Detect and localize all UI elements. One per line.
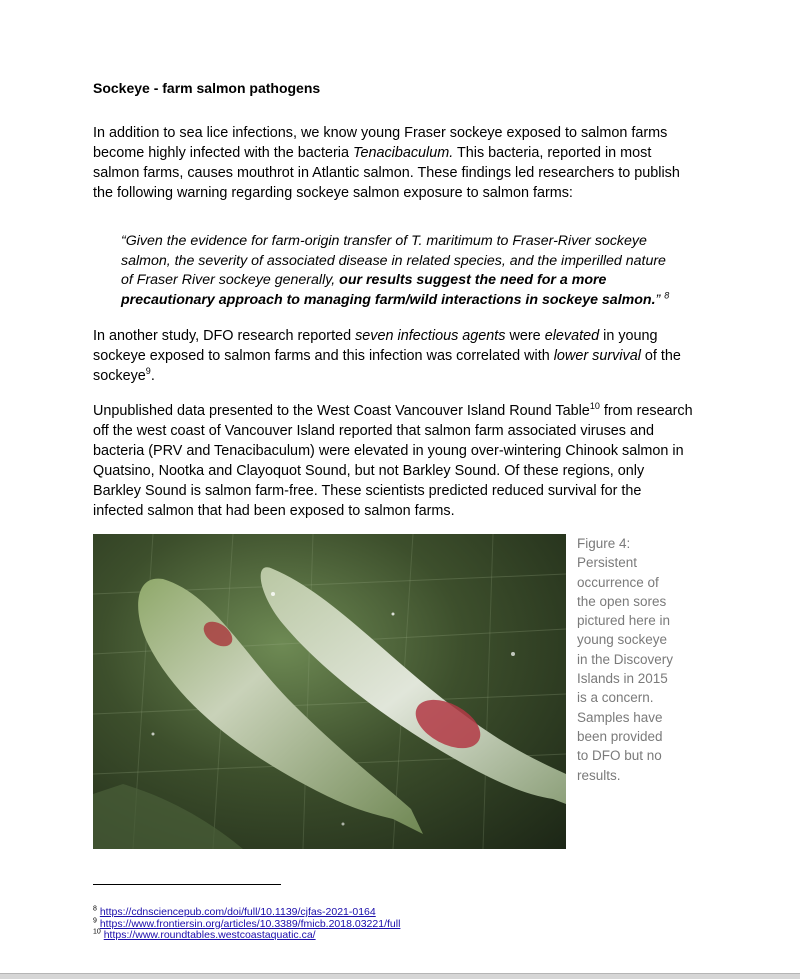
salmon-photo	[93, 534, 566, 849]
figure-caption: Figure 4: Persistent occurrence of the open sores pictured here in young sockeye in the Discovery Islands in 2015 is a concern. Samples have been provided to DFO but no results.	[577, 536, 674, 783]
page-bottom-edge	[0, 973, 800, 979]
footnote-ref-10[interactable]: 10	[589, 401, 600, 412]
footnote-8: $^8$ https://cdnsciencepub.com/doi/full/10.1139/cjfas-2021-0164	[93, 905, 376, 918]
salmon-illustration	[93, 534, 566, 849]
paragraph-dfo-study: In another study, DFO research reported seven infectious agents were elevated in young sockeye exposed to salmon farms and this infection was correlated with lower survival of the sockeye$^9$.	[93, 328, 681, 384]
footnote-divider	[93, 884, 281, 885]
footnote-link-8[interactable]: https://cdnsciencepub.com/doi/full/10.1139/cjfas-2021-0164	[99, 906, 376, 918]
footnote-ref-9[interactable]: 9	[145, 366, 151, 377]
footnote-9: $^9$ https://www.frontiersin.org/articles/10.3389/fmicb.2018.03221/full	[93, 917, 401, 930]
footnote-link-10[interactable]: https://www.roundtables.westcoastaquatic.ca/	[103, 929, 316, 941]
footnote-10: $^{10}$ https://www.roundtables.westcoastaquatic.ca/	[93, 928, 316, 941]
research-quote: “Given the evidence for farm-origin transfer of T. maritimum to Fraser-River sockeye salmon, the severity of associated disease in related species, and the imperilled nature of Fraser River sockeye generally, our results suggest the need for a more precautionary approach to managing farm/wild interactions in sockeye salmon.” $^8$	[121, 233, 670, 308]
species-name: Tenacibaculum.	[352, 145, 454, 161]
footnote-ref-8[interactable]: 8	[664, 289, 670, 300]
paragraph-sea-lice: In addition to sea lice infections, we know young Fraser sockeye exposed to salmon farms become highly infected with the bacteria Tenacibaculum. This bacteria, reported in most salmon farms, causes mouthrot in Atlantic salmon. These findings led researchers to publish the following warning regarding sockeye salmon exposure to salmon farms:	[93, 125, 680, 201]
section-heading: Sockeye - farm salmon pathogens	[93, 80, 321, 96]
quote-emphasis: our results suggest the need for a more precautionary approach to managing farm/wild interactions in sockeye salmon.	[121, 272, 656, 308]
footnote-link-9[interactable]: https://www.frontiersin.org/articles/10.3389/fmicb.2018.03221/full	[99, 917, 401, 930]
footnotes	[93, 907, 400, 942]
paragraph-round-table: Unpublished data presented to the West Coast Vancouver Island Round Table$^{10}$ from research off the west coast of Vancouver Island reported that salmon farm associated viruses and bacteria (PRV and Tenacibaculum) were elevated in young over-wintering Chinook salmon in Quatsino, Nootka and Clayoquot Sound, but not Barkley Sound. Of these regions, only Barkley Sound is salmon farm-free. These scientists predicted reduced survival for the infected salmon that had been exposed to salmon farms.	[93, 401, 693, 519]
